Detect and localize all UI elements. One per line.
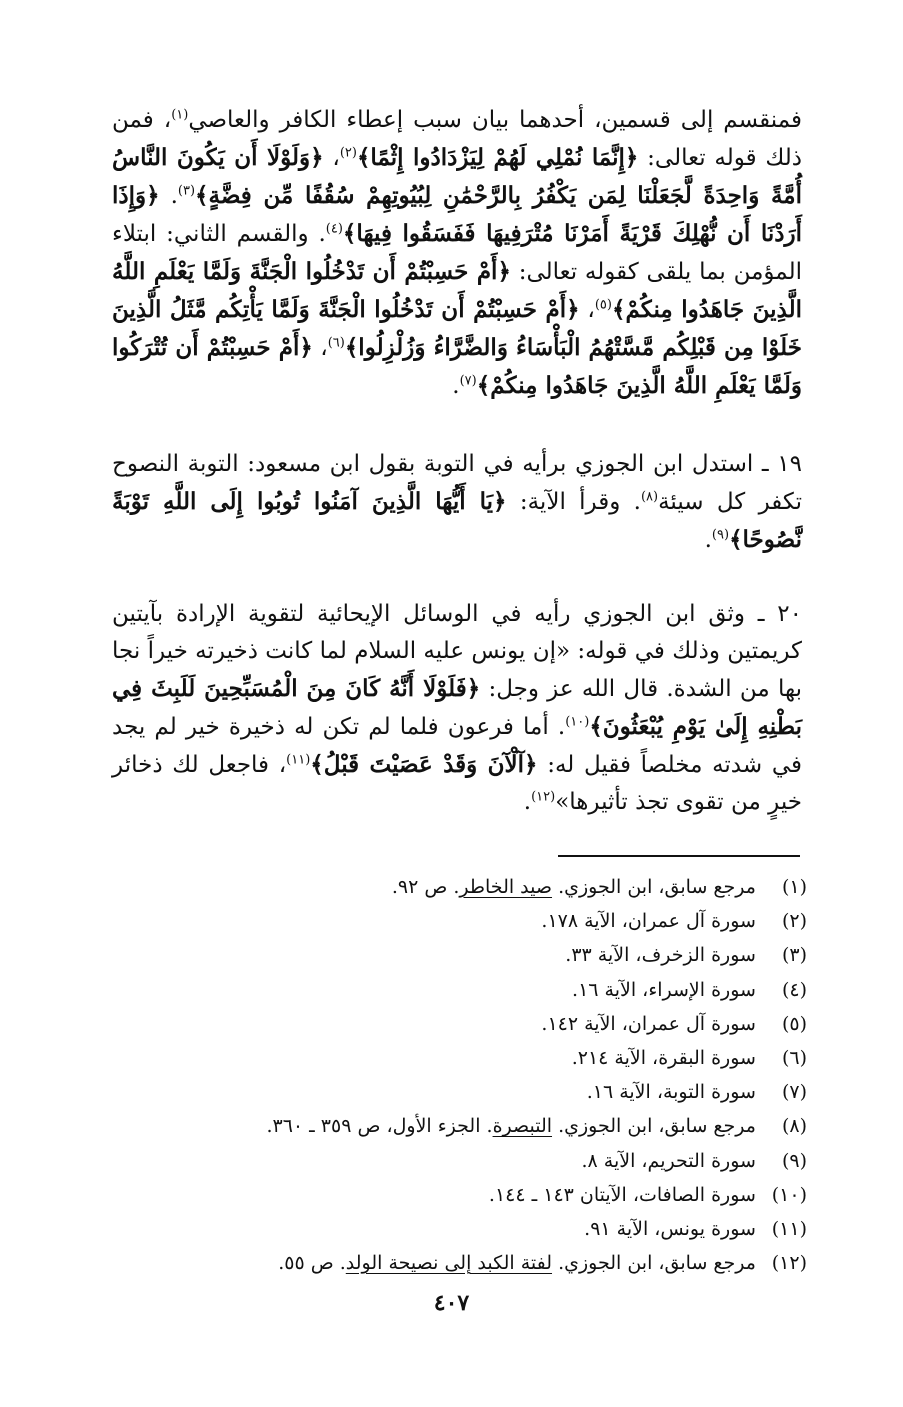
footnotes-list xyxy=(112,870,807,1280)
footnote xyxy=(112,1109,807,1143)
footnote-book-title: صيد الخاطر xyxy=(459,876,553,898)
text-span: ، xyxy=(332,145,340,171)
text-span: ، فمن ذلك قوله تعالى: xyxy=(112,107,803,171)
footnote-text: سورة آل عمران، الآية ١٤٢. xyxy=(541,1012,756,1035)
footnote xyxy=(112,1007,807,1041)
footnote-text: . ص ٩٢. xyxy=(391,876,460,898)
footnote-ref: (٤) xyxy=(325,221,343,237)
quran-verse: ﴿فَلَوْلَا أَنَّهُ كَانَ مِنَ الْمُسَبِّحِينَ لَلَبِثَ فِي بَطْنِهِ إِلَىٰ يَوْمِ يُبْعَثُونَ﴾ xyxy=(112,675,803,740)
footnote-ref: (٢) xyxy=(339,145,357,161)
quran-verse: ﴿أَمْ حَسِبْتُمْ أَن تُتْرَكُوا وَلَمَّا يَعْلَمِ اللَّهُ الَّذِينَ جَاهَدُوا مِنكُمْ﴾ xyxy=(112,334,802,399)
footnote-ref: (٩) xyxy=(711,527,730,543)
footnote-text: سورة يونس، الآية ٩١. xyxy=(584,1217,756,1240)
footnote-number: (٨) xyxy=(781,1115,807,1138)
footnote-ref: (٨) xyxy=(640,489,659,505)
quran-verse: ﴿وَإِذَا أَرَدْنَا أَن نُّهْلِكَ قَرْيَةً أَمَرْنَا مُتْرَفِيهَا فَفَسَقُوا فِيهَا﴾ xyxy=(112,182,802,247)
footnote xyxy=(112,938,807,972)
paragraph-2 xyxy=(112,446,802,559)
footnote-number: (٢) xyxy=(781,910,807,933)
footnote-text: . ص ٥٥. xyxy=(278,1252,346,1275)
footnote-number: (٥) xyxy=(781,1012,807,1035)
text-span: . أما فرعون فلما لم تكن له ذخيرة خير لم يجد في شدته مخلصاً فقيل له: xyxy=(112,714,802,778)
text-span: . xyxy=(523,789,532,815)
quran-verse: ﴿أَمْ حَسِبْتُمْ أَن تَدْخُلُوا الْجَنَّةَ وَلَمَّا يَعْلَمِ اللَّهُ الَّذِينَ جَاهَدُوا مِنكُمْ﴾ xyxy=(112,258,802,323)
footnote-text: سورة التحريم، الآية ٨. xyxy=(581,1149,756,1172)
footnote-book-title: التبصرة xyxy=(492,1115,553,1138)
text-span: ٢٠ ـ وثق ابن الجوزي رأيه في الوسائل الإيحائية لتقوية الإرادة بآيتين كريمتين وذلك في قوله: «إن يونس عليه السلام لما كانت ذخيرته خيراً نجا بها من الشدة. قال الله عز وجل: xyxy=(112,601,802,702)
quran-verse: ﴿إِنَّمَا نُمْلِي لَهُمْ لِيَزْدَادُوا إِثْمًا﴾ xyxy=(356,144,639,171)
text-span: . والقسم الثاني: ابتلاء المؤمن بما يلقى كقوله تعالى: xyxy=(112,221,802,285)
footnote-text: مرجع سابق، ابن الجوزي. xyxy=(558,876,756,898)
text-span: . وقرأ الآية: xyxy=(519,489,641,515)
footnote xyxy=(112,1246,807,1280)
footnote-number: (٤) xyxy=(781,978,807,1001)
text-span: ، xyxy=(587,297,595,323)
footnote-number: (١٢) xyxy=(771,1252,807,1275)
text-span: فمنقسم إلى قسمين، أحدهما بيان سبب إعطاء الكافر والعاصي xyxy=(188,107,802,133)
footnote xyxy=(112,1041,807,1075)
footnote-number: (٣) xyxy=(781,944,807,967)
paragraph-3 xyxy=(112,596,802,821)
footnote-text: سورة الإسراء، الآية ١٦. xyxy=(572,978,756,1001)
footnote-ref: (٥) xyxy=(594,297,612,313)
footnote-ref: (١) xyxy=(171,107,189,123)
footnote-book-title: لفتة الكبد إلى نصيحة الولد xyxy=(345,1252,553,1275)
footnote-number: (١١) xyxy=(771,1217,807,1240)
text-span: ، فاجعل لك ذخائر خيرٍ من تقوى تجذ تأثيرها» xyxy=(112,752,802,815)
footnote xyxy=(112,1212,807,1246)
footnote-number: (١٠) xyxy=(771,1183,807,1206)
text-span: ١٩ ـ استدل ابن الجوزي برأيه في التوبة بقول ابن مسعود: التوبة النصوح تكفر كل سيئة xyxy=(112,451,802,515)
footnote xyxy=(112,1144,807,1178)
footnote-text: سورة البقرة، الآية ٢١٤. xyxy=(571,1046,756,1069)
footnote xyxy=(112,904,807,938)
footnote-ref: (١٠) xyxy=(565,714,590,730)
footnote xyxy=(112,1075,807,1109)
footnote-separator xyxy=(558,855,800,857)
footnote-ref: (١١) xyxy=(286,752,311,768)
footnote-ref: (٣) xyxy=(177,183,196,199)
footnote-text: سورة آل عمران، الآية ١٧٨. xyxy=(541,910,756,933)
footnote-text: مرجع سابق، ابن الجوزي. xyxy=(558,1115,756,1138)
footnote-ref: (٦) xyxy=(327,335,345,351)
footnote-number: (٧) xyxy=(781,1081,807,1104)
quran-verse: ﴿وَلَوْلَا أَن يَكُونَ النَّاسُ أُمَّةً وَاحِدَةً لَّجَعَلْنَا لِمَن يَكْفُرُ بِالرَّحْمَٰنِ لِبُيُوتِهِمْ سُقُفًا مِّن فِضَّةٍ﴾ xyxy=(112,144,803,209)
footnote-text: سورة الصافات، الآيتان ١٤٣ ـ ١٤٤. xyxy=(488,1183,756,1206)
text-span: . xyxy=(170,183,178,209)
footnote-text: سورة التوبة، الآية ١٦. xyxy=(586,1081,756,1104)
footnote xyxy=(112,1178,807,1212)
text-span: ، xyxy=(320,335,328,361)
quran-verse: ﴿يَا أَيُّهَا الَّذِينَ آمَنُوا تُوبُوا إِلَى اللَّهِ تَوْبَةً نَّصُوحًا﴾ xyxy=(112,488,802,553)
footnote-text: سورة الزخرف، الآية ٣٣. xyxy=(565,944,756,967)
footnote-number: (٦) xyxy=(781,1046,807,1069)
footnote xyxy=(112,870,807,904)
footnote-text: . الجزء الأول، ص ٣٥٩ ـ ٣٦٠. xyxy=(266,1115,493,1138)
footnote-text: مرجع سابق، ابن الجوزي. xyxy=(558,1252,756,1275)
text-span: . xyxy=(452,373,460,399)
footnote xyxy=(112,973,807,1007)
paragraph-1 xyxy=(112,102,802,405)
quran-verse: ﴿أَمْ حَسِبْتُمْ أَن تَدْخُلُوا الْجَنَّةَ وَلَمَّا يَأْتِكُم مَّثَلُ الَّذِينَ خَلَوْا مِن قَبْلِكُم مَّسَّتْهُمُ الْبَأْسَاءُ وَالضَّرَّاءُ وَزُلْزِلُوا﴾ xyxy=(112,296,803,361)
page-number: ٤٠٧ xyxy=(433,1290,470,1316)
text-span: . xyxy=(704,527,712,553)
footnote-number: (١) xyxy=(781,876,807,898)
quran-verse: ﴿آلْآنَ وَقَدْ عَصَيْتَ قَبْلُ﴾ xyxy=(310,751,538,778)
footnote-ref: (١٢) xyxy=(531,789,556,805)
footnote-number: (٩) xyxy=(781,1149,807,1172)
footnote-ref: (٧) xyxy=(459,373,477,389)
